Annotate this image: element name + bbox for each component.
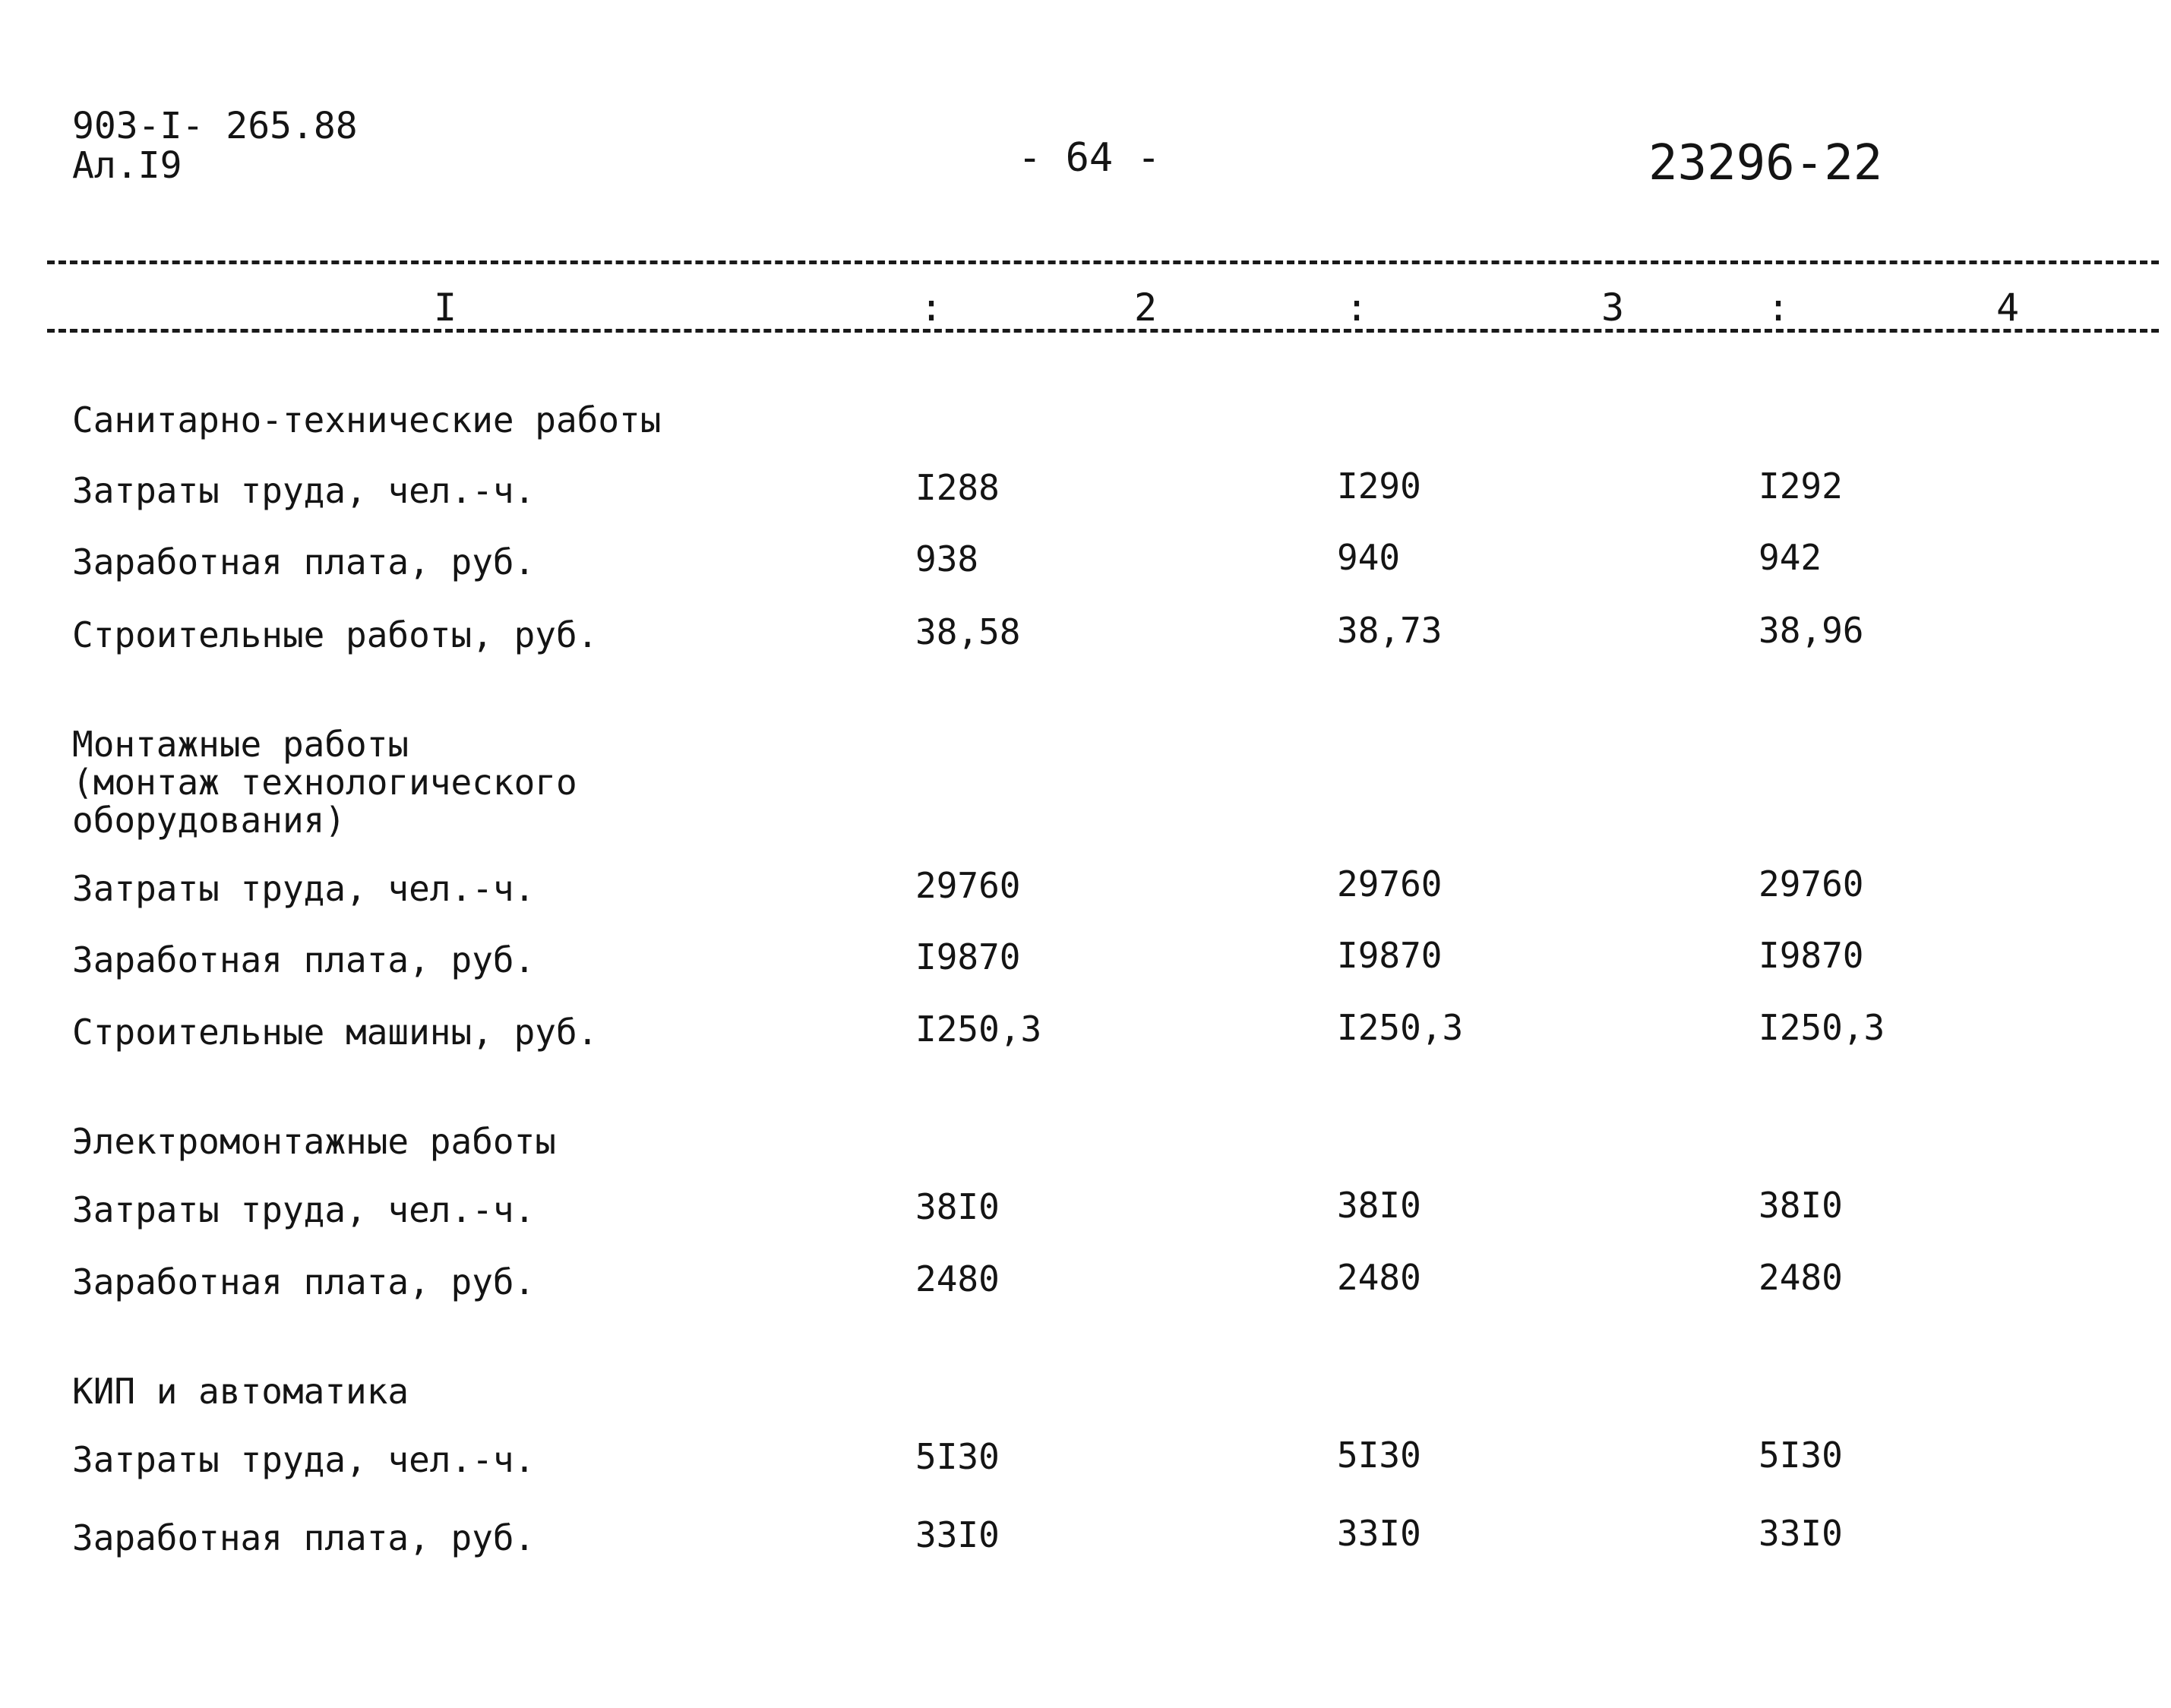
table-top-rule bbox=[47, 260, 2159, 264]
table-header-rule bbox=[47, 329, 2159, 333]
table-cell: 29760 bbox=[1759, 863, 1864, 905]
table-cell: I9870 bbox=[915, 936, 1021, 977]
table-cell: I250,3 bbox=[1759, 1007, 1885, 1048]
row-label: Строительные машины, руб. bbox=[72, 1012, 599, 1053]
table-cell: 5I30 bbox=[1759, 1435, 1843, 1476]
column-separator: : bbox=[1762, 287, 1794, 328]
column-separator: : bbox=[1341, 287, 1373, 328]
column-separator: : bbox=[915, 287, 947, 328]
table-cell: I9870 bbox=[1337, 935, 1443, 976]
table-cell: I250,3 bbox=[915, 1009, 1042, 1050]
table-cell: 940 bbox=[1337, 537, 1401, 578]
table-cell: I288 bbox=[915, 467, 1000, 508]
column-header-3: 3 bbox=[1597, 287, 1629, 328]
table-cell: I292 bbox=[1759, 466, 1843, 507]
table-cell: 2480 bbox=[915, 1258, 1000, 1299]
table-cell: 38I0 bbox=[1337, 1185, 1421, 1226]
section-title-line: оборудования) bbox=[72, 800, 346, 841]
section-title: Электромонтажные работы bbox=[72, 1121, 556, 1162]
table-cell: 38,96 bbox=[1759, 610, 1864, 651]
row-label: Заработная плата, руб. bbox=[72, 541, 536, 582]
sheet-number: Ал.I9 bbox=[72, 144, 182, 187]
section-title: КИП и автоматика bbox=[72, 1371, 409, 1412]
table-cell: I9870 bbox=[1759, 935, 1864, 976]
table-cell: 29760 bbox=[915, 865, 1021, 906]
table-cell: 38,58 bbox=[915, 611, 1021, 652]
row-label: Затраты труда, чел.-ч. bbox=[72, 868, 536, 909]
table-cell: I250,3 bbox=[1337, 1007, 1464, 1048]
table-cell: I290 bbox=[1337, 466, 1421, 507]
column-header-2: 2 bbox=[1130, 287, 1161, 328]
row-label: Строительные работы, руб. bbox=[72, 614, 599, 655]
table-cell: 5I30 bbox=[1337, 1435, 1421, 1476]
table-cell: 33I0 bbox=[915, 1514, 1000, 1555]
table-cell: 2480 bbox=[1337, 1257, 1421, 1298]
section-title: Санитарно-технические работы bbox=[72, 399, 662, 440]
table-cell: 938 bbox=[915, 538, 979, 579]
table-cell: 38I0 bbox=[915, 1186, 1000, 1227]
table-cell: 38I0 bbox=[1759, 1185, 1843, 1226]
table-cell: 33I0 bbox=[1337, 1513, 1421, 1554]
column-header-4: 4 bbox=[1992, 287, 2024, 328]
row-label: Заработная плата, руб. bbox=[72, 939, 536, 980]
section-title-line: (монтаж технологического bbox=[72, 762, 577, 803]
table-cell: 29760 bbox=[1337, 863, 1443, 905]
page-number: - 64 - bbox=[1018, 135, 1161, 181]
table-cell: 33I0 bbox=[1759, 1513, 1843, 1554]
section-title-line: Монтажные работы bbox=[72, 724, 409, 765]
row-label: Затраты труда, чел.-ч. bbox=[72, 470, 536, 511]
table-cell: 38,73 bbox=[1337, 610, 1443, 651]
column-header-1: I bbox=[429, 287, 461, 328]
table-cell: 942 bbox=[1759, 537, 1822, 578]
document-number: 23296-22 bbox=[1648, 135, 1883, 191]
row-label: Заработная плата, руб. bbox=[72, 1261, 536, 1302]
row-label: Затраты труда, чел.-ч. bbox=[72, 1189, 536, 1230]
document-code: 903-I- 265.88 bbox=[72, 105, 358, 147]
table-cell: 2480 bbox=[1759, 1257, 1843, 1298]
row-label: Заработная плата, руб. bbox=[72, 1517, 536, 1558]
table-cell: 5I30 bbox=[915, 1436, 1000, 1477]
row-label: Затраты труда, чел.-ч. bbox=[72, 1439, 536, 1480]
